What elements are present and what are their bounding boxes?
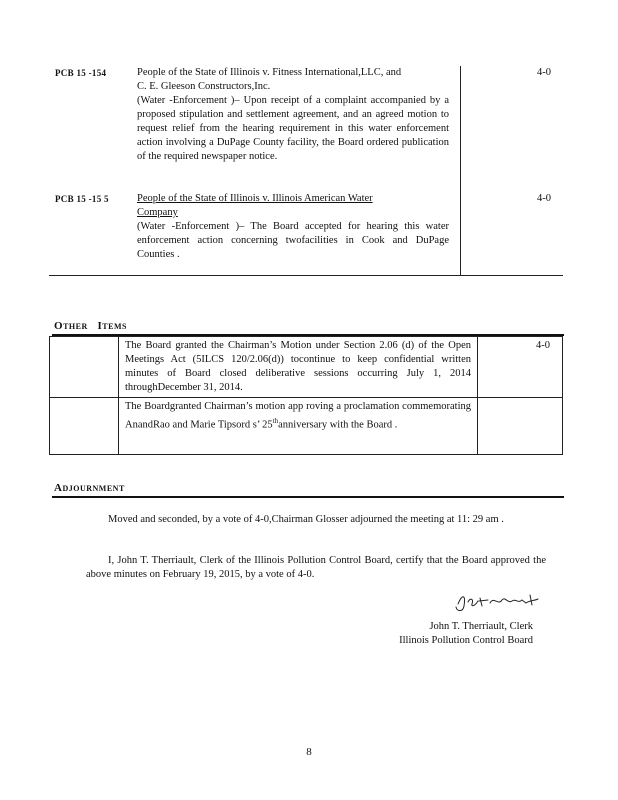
section-rule [52,496,564,498]
signer-organization: Illinois Pollution Control Board [399,635,533,646]
case-title: People of the State of Illinois v. Illinois American Water Company [137,193,373,218]
case-body [137,66,449,164]
other-items-heading: OTHER ITEMS [54,320,127,332]
certification-paragraph: I, John T. Therriault, Clerk of the Illinois Pollution Control Board, certify that the Board approved the above minutes on February 19, 2015, by a vote of 4-0. [86,555,546,580]
signer-name: John T. Therriault, Clerk [429,621,533,632]
table-row [50,398,563,455]
case-number: PCB 15 -15 5 [55,194,109,204]
case-vote: 4-0 [537,193,551,204]
other-item-text: The Board granted the Chairman’s Motion under Section 2.06 (d) of the Open Meetings Act (5ILCS 120/2.06(d)) tocontinue to keep confidential written minutes of Board closed deliberative sessions occurring July 1, 2014 throughDecember 31, 2014. [119,337,478,398]
other-item-vote: 4-0 [478,337,563,398]
other-item-vote [478,398,563,455]
table-row [50,337,563,398]
case-description: (Water -Enforcement )– The Board accepted for hearing this water enforcement action concerning twofacilities in Cook and DuPage Counties . [137,221,449,260]
column-divider [460,66,461,276]
table-bottom-rule [49,275,563,276]
case-table [49,66,563,276]
case-title-continued: C. E. Gleeson Constructors,Inc. [137,81,271,92]
other-items-table [49,336,563,455]
case-number: PCB 15 -154 [55,68,107,78]
clerk-signature [452,592,542,614]
page-number: 8 [306,746,312,758]
adjournment-paragraph: Moved and seconded, by a vote of 4-0,Chairman Glosser adjourned the meeting at 11: 29 am . [108,514,504,525]
case-title: People of the State of Illinois v. Fitness International,LLC, and [137,67,402,78]
case-body [137,192,449,262]
adjournment-heading: ADJOURNMENT [54,482,125,494]
case-description: (Water -Enforcement )– Upon receipt of a complaint accompanied by a proposed stipulation and settlement agreement, and an agreed motion to request relief from the hearing requirement in this water enforcement action involving a DuPage County facility, the Board ordered publication of the required newspaper notice. [137,95,449,162]
other-item-text: The Boardgranted Chairman’s motion app roving a proclamation commemorating AnandRao and Marie Tipsord s’ 25thanniversary with the Board . [119,398,478,455]
case-vote: 4-0 [537,67,551,78]
